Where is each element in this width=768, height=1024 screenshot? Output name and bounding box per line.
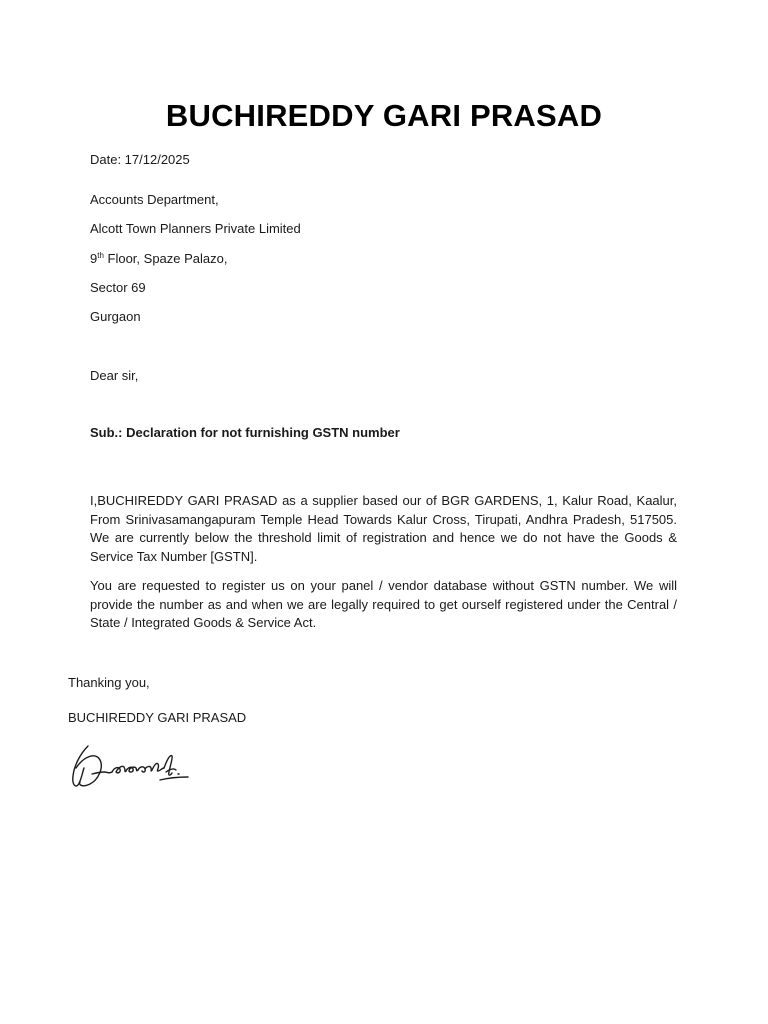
signatory-name: BUCHIREDDY GARI PRASAD	[68, 710, 247, 725]
recipient-sector: Sector 69	[90, 280, 146, 295]
body-paragraph-2: You are requested to register us on your panel / vendor database without GSTN number. We will provide the number as and when we are legally required to get ourself registered under the Central / State / Integrated Goods & Service Act.	[90, 578, 677, 631]
closing-thanks: Thanking you,	[68, 675, 150, 690]
recipient-floor	[90, 251, 227, 267]
letterhead-name: BUCHIREDDY GARI PRASAD	[165, 98, 603, 133]
floor-ordinal-suffix: th	[97, 251, 104, 260]
salutation: Dear sir,	[90, 368, 139, 383]
recipient-city: Gurgaon	[90, 309, 141, 324]
floor-number: 9	[90, 251, 98, 266]
floor-building: Floor, Spaze Palazo,	[103, 251, 228, 266]
handwritten-signature	[66, 738, 200, 794]
subject-line: Sub.: Declaration for not furnishing GSTN number	[90, 425, 400, 440]
letter-date: Date: 17/12/2025	[90, 152, 190, 167]
recipient-department: Accounts Department,	[90, 192, 219, 207]
recipient-company: Alcott Town Planners Private Limited	[90, 221, 301, 236]
body-paragraph-1: I,BUCHIREDDY GARI PRASAD as a supplier based our of BGR GARDENS, 1, Kalur Road, Kaalur, From Srinivasamangapuram Temple Head Towards Kalur Cross, Tirupati, Andhra Pradesh, 517505. We are currently below the threshold limit of registration and hence we do not have the Goods & Service Tax Number [GSTN].	[90, 493, 677, 565]
